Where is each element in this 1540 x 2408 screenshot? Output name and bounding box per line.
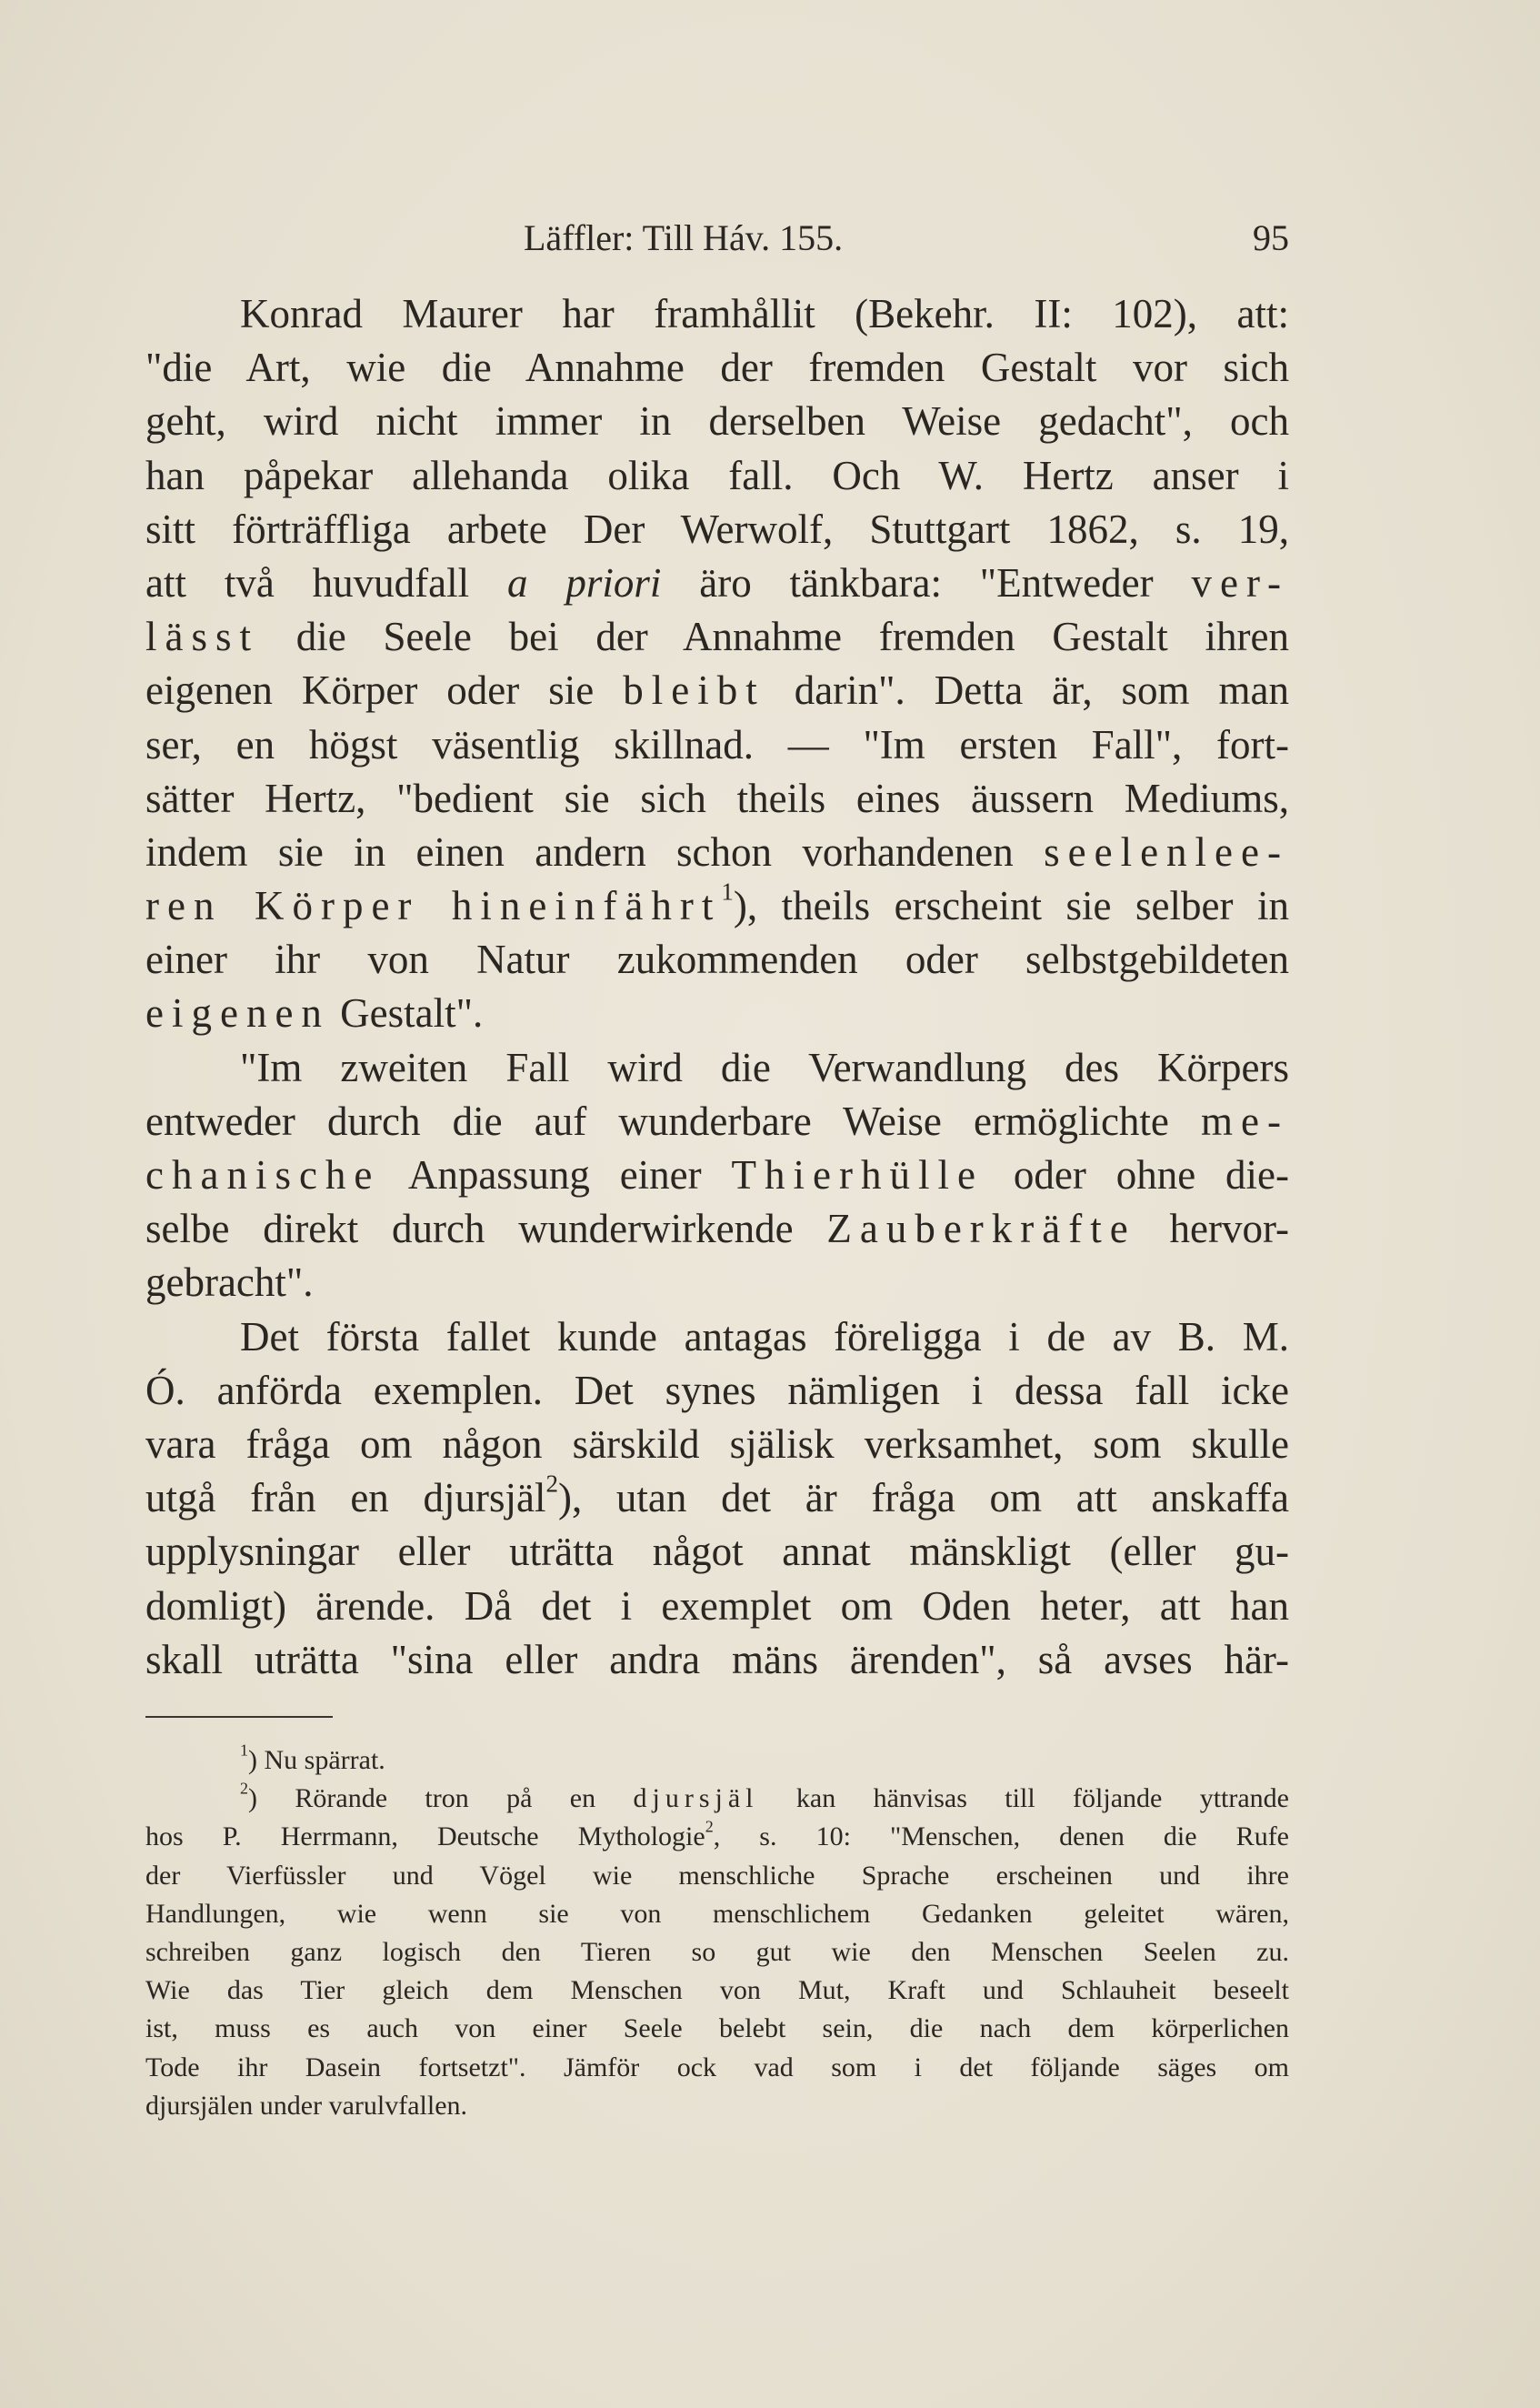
spaced-word: me- (1201, 1098, 1290, 1144)
body-text (145, 287, 1289, 1687)
text-line: vara fråga om någon särskild själisk verksamhet, som skulle (145, 1420, 1289, 1467)
footnote-ref: 1 (721, 878, 734, 906)
text-line (145, 557, 1289, 610)
text-segment: darin". Detta är, som man (794, 667, 1290, 714)
footnote-mark: 2 (240, 1779, 248, 1798)
footnote-rule (145, 1716, 333, 1718)
spaced-word: Thierhülle (731, 1152, 984, 1198)
text-segment: Gestalt". (340, 990, 484, 1037)
text-line: Det första fallet kunde antagas föreligga i de av B. M. (240, 1313, 1289, 1360)
text-line: sätter Hertz, "bedient sie sich theils eines äussern Mediums, (145, 775, 1289, 821)
text-line (145, 1202, 1289, 1256)
footnote-line: Handlungen, wie wenn sie von menschlichem Gedanken geleitet wären, (145, 1898, 1289, 1929)
text-line: "Im zweiten Fall wird die Verwandlung des Körpers (240, 1044, 1289, 1090)
text-segment: selbe direkt durch wunderwirkende (145, 1206, 794, 1252)
text-line: Ó. anförda exemplen. Det synes nämligen i dessa fall icke (145, 1367, 1289, 1413)
text-segment: Anpassung einer (407, 1152, 702, 1198)
footnote-mark: 1 (240, 1741, 248, 1760)
text-line (145, 1471, 1289, 1525)
text-line (145, 664, 1289, 717)
page-number: 95 (1253, 217, 1289, 258)
text-segment: ) Rörande tron på en (248, 1783, 596, 1814)
footnote-line: der Vierfüssler und Vögel wie menschliche Sprache erscheinen und ihre (145, 1860, 1289, 1891)
text-segment: , s. 10: "Menschen, denen die Rufe (713, 1821, 1289, 1852)
footnote-line (145, 1780, 1289, 1818)
text-segment: ), utan det är fråga om att anskaffa (557, 1475, 1289, 1521)
spaced-word: lässt (145, 614, 260, 660)
text-segment: hervor- (1169, 1206, 1290, 1252)
footnotes (145, 1741, 1289, 2125)
text-segment: eigenen Körper oder sie (145, 667, 595, 714)
text-line: sitt förträffliga arbete Der Werwolf, Stuttgart 1862, s. 19, (145, 506, 1289, 552)
text-line (145, 879, 1289, 933)
text-line (145, 1149, 1289, 1202)
spaced-word: ren Körper hineinfährt (145, 883, 722, 929)
text-segment: oder ohne die- (1013, 1152, 1290, 1198)
spaced-word: chanische (145, 1152, 381, 1198)
text-line: ser, en högst väsentlig skillnad. — "Im ersten Fall", fort- (145, 721, 1289, 768)
spaced-word: seelenlee- (1044, 828, 1289, 875)
footnote-line: djursjälen under varulvfallen. (145, 2090, 468, 2121)
edition-superscript: 2 (705, 1817, 714, 1836)
text-segment: ), theils erscheint sie selber in (733, 883, 1290, 929)
footnote-line: ist, muss es auch von einer Seele belebt sein, die nach dem körperlichen (145, 2013, 1289, 2044)
text-segment: utgå från en djursjäl (145, 1475, 546, 1521)
text-line: einer ihr von Natur zukommenden oder selbstgebildeten (145, 937, 1289, 983)
text-line (145, 987, 1289, 1040)
text-line (145, 610, 1289, 664)
running-title: Läffler: Till Háv. 155. (524, 217, 844, 258)
footnote-ref: 2 (545, 1470, 558, 1498)
text-line: Konrad Maurer har framhållit (Bekehr. II: 102), att: (240, 291, 1289, 336)
spaced-word: Zauberkräfte (826, 1206, 1136, 1252)
text-segment: die Seele bei der Annahme fremden Gestalt ihren (295, 614, 1290, 660)
text-line: han påpekar allehanda olika fall. Och W. Hertz anser i (145, 452, 1289, 498)
text-line: upplysningar eller uträtta något annat mänskligt (eller gu- (145, 1529, 1289, 1575)
spaced-word: eigenen (145, 990, 330, 1037)
text-segment: att två huvudfall (145, 559, 470, 606)
text-line (145, 1095, 1289, 1149)
page-header (145, 211, 1289, 266)
spaced-word: bleibt (623, 667, 765, 714)
text-line (145, 826, 1289, 879)
text-segment: entweder durch die auf wunderbare Weise ermöglichte (145, 1098, 1169, 1144)
text-segment: ) Nu spärrat. (248, 1745, 385, 1775)
text-line: gebracht". (145, 1259, 314, 1306)
text-segment: äro tänkbara: "Entweder (699, 559, 1154, 606)
footnote-line (145, 1741, 1289, 1780)
text-segment: kan hänvisas till följande yttrande (795, 1783, 1290, 1814)
spaced-word: djursjäl (633, 1783, 759, 1814)
footnote-line (145, 1818, 1289, 1856)
text-line: domligt) ärende. Då det i exemplet om Oden heter, att han (145, 1582, 1289, 1629)
footnote-line: schreiben ganz logisch den Tieren so gut wie den Menschen Seelen zu. (145, 1936, 1289, 1967)
text-segment: hos P. Herrmann, Deutsche Mythologie (145, 1821, 705, 1852)
spaced-word: ver- (1191, 559, 1290, 606)
text-line: skall uträtta "sina eller andra mäns ärenden", så avses här- (145, 1636, 1289, 1682)
text-line: geht, wird nicht immer in derselben Weise gedacht", och (145, 398, 1289, 445)
text-line: "die Art, wie die Annahme der fremden Gestalt vor sich (145, 345, 1289, 391)
italic-phrase: a priori (506, 559, 662, 606)
text-segment: indem sie in einen andern schon vorhandenen (145, 828, 1014, 875)
footnote-line: Wie das Tier gleich dem Menschen von Mut, Kraft und Schlauheit beseelt (145, 1975, 1289, 2006)
footnote-line: Tode ihr Dasein fortsetzt". Jämför ock vad som i det följande säges om (145, 2052, 1289, 2082)
